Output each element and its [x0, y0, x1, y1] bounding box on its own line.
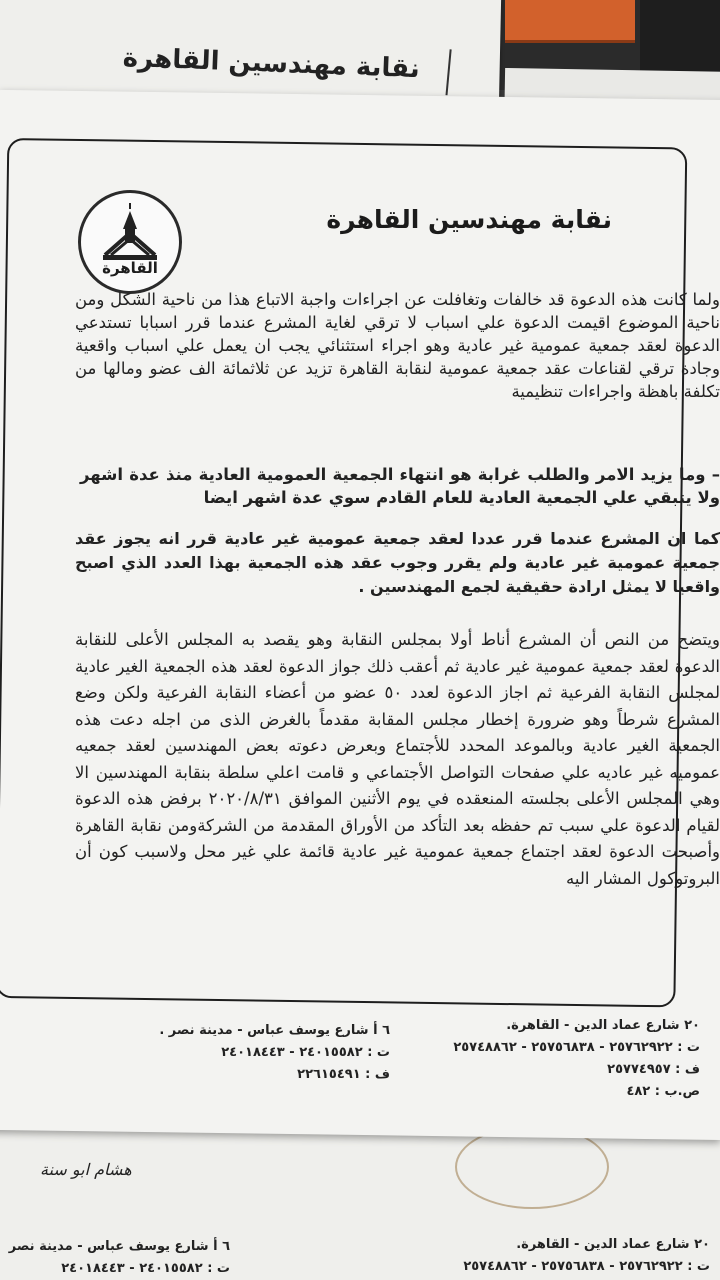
orange-binder	[505, 0, 635, 43]
syndicate-logo	[78, 190, 182, 294]
lower-right-address: ٢٠ شارع عماد الدين - القاهرة.	[516, 1237, 710, 1252]
lower-footer-left	[0, 1236, 230, 1280]
paragraph-3: كما ان المشرع عندما قرر عددا لعقد جمعية عمومية غير عادية قرر انه يجوز عقد جمعية عمومية غير عادية ولم يقرر وجوب عقد هذه الجمعية بهذا العدد الذي اصبح واقعيا لا يمثل ارادة حقيقية لجمع المهندسين .	[75, 529, 720, 596]
paragraph-4: ويتضح من النص أن المشرع أناط أولا بمجلس النقابة وهو يقصد به المجلس الأعلى للنقابة الدعوة لعقد جمعية عمومية غير عادية ثم أعقب ذلك جواز الدعوة لعقد هذه الجمعية الغير عادية لمجلس النقابة الفرعية ثم اجاز الدعوة لعدد ٥٠ عضو من أعضاء النقابة الفرعية ولكن وضع المشرع شرطاً وهو ضرورة إخطار مجلس المقابة مقدماً بالغرض الذى من اجله دعت هذه الجمعية الغير عادية وبالموعد المحدد للأجتماع وبعرض دعوته بعض المهندسين لعقد جمعيه عموميه غير عاديه علي صفحات التواصل الأجتماعي و قامت اعلي سلطة بنقابة المهندسين الا وهي المجلس الأعلى بجلسته المنعقده في يوم الأثنين الموافق ٢٠٢٠/٨/٣١ برفض هذه الدعوة لقيام الدعوة علي سبب تم حفظه بعد التأكد من الأوراق المقدمة من الشركةومن نقابة القاهرة وأصبحت الدعوة لعقد اجتماع جمعية عمومية غير عادية قائمة علي غير محل ولاسبب كون أن البروتوكول المشار اليه	[75, 630, 720, 888]
signature-name: هشام ابو سنة	[40, 1160, 132, 1179]
logo-label: القاهرة	[102, 259, 158, 277]
footer-right-tel: ت : ٢٥٧٦٢٩٢٢ - ٢٥٧٥٦٨٣٨ - ٢٥٧٤٨٨٦٢	[453, 1040, 700, 1055]
lower-left-tel: ت : ٢٤٠١٥٥٨٢ - ٢٤٠١٨٤٤٣	[61, 1261, 230, 1276]
letterhead-title: نقابة مهندسين القاهرة	[326, 205, 612, 234]
lower-left-address: ٦ أ شارع يوسف عباس - مدينة نصر	[8, 1239, 230, 1254]
lower-right-tel: ت : ٢٥٧٦٢٩٢٢ - ٢٥٧٥٦٨٣٨ - ٢٥٧٤٨٨٦٢	[463, 1259, 710, 1274]
back-sheet-header: نقابة مهندسين القاهرة	[122, 42, 421, 85]
footer-left-address: ٦ أ شارع يوسف عباس - مدينة نصر .	[159, 1023, 390, 1038]
footer-right-fax: ف : ٢٥٧٧٤٩٥٧	[607, 1062, 700, 1077]
footer-right-pobox: ص.ب : ٤٨٢	[626, 1084, 700, 1099]
footer-right	[415, 1015, 700, 1103]
footer-left-tel: ت : ٢٤٠١٥٥٨٢ - ٢٤٠١٨٤٤٣	[221, 1045, 390, 1060]
footer-left-fax: ف : ٢٢٦١٥٤٩١	[297, 1067, 390, 1082]
footer-right-address: ٢٠ شارع عماد الدين - القاهرة.	[506, 1018, 700, 1033]
footer-left	[90, 1020, 390, 1086]
lower-footer-right	[430, 1234, 710, 1278]
divider	[445, 49, 451, 95]
paragraph-1: ولما كانت هذه الدعوة قد خالفات وتغافلت عن اجراءات واجبة الاتباع هذا من ناحية الشكل ومن ناحية الموضوع اقيمت الدعوة علي اسباب لا ترقي لغاية المشرع عندما قرر اسبابا تستدعي الدعوة لعقد جمعية عمومية غير عادية وهو اجراء استثنائي يجب ان يعمل علي اسباب واقعية وجادة ترقي لقناعات عقد جمعية عمومية لنقابة القاهرة تزيد عن ثلاثمائة الف عضو ومالها من تكلفة باهظة واجراءات تنظيمية	[75, 290, 720, 401]
paragraph-2: – وما يزيد الامر والطلب غرابة هو انتهاء الجمعية العمومية العادية منذ عدة اشهر ولا يتبقي علي الجمعية العادية للعام القادم سوي عدة اشهر ايضا	[80, 465, 720, 507]
